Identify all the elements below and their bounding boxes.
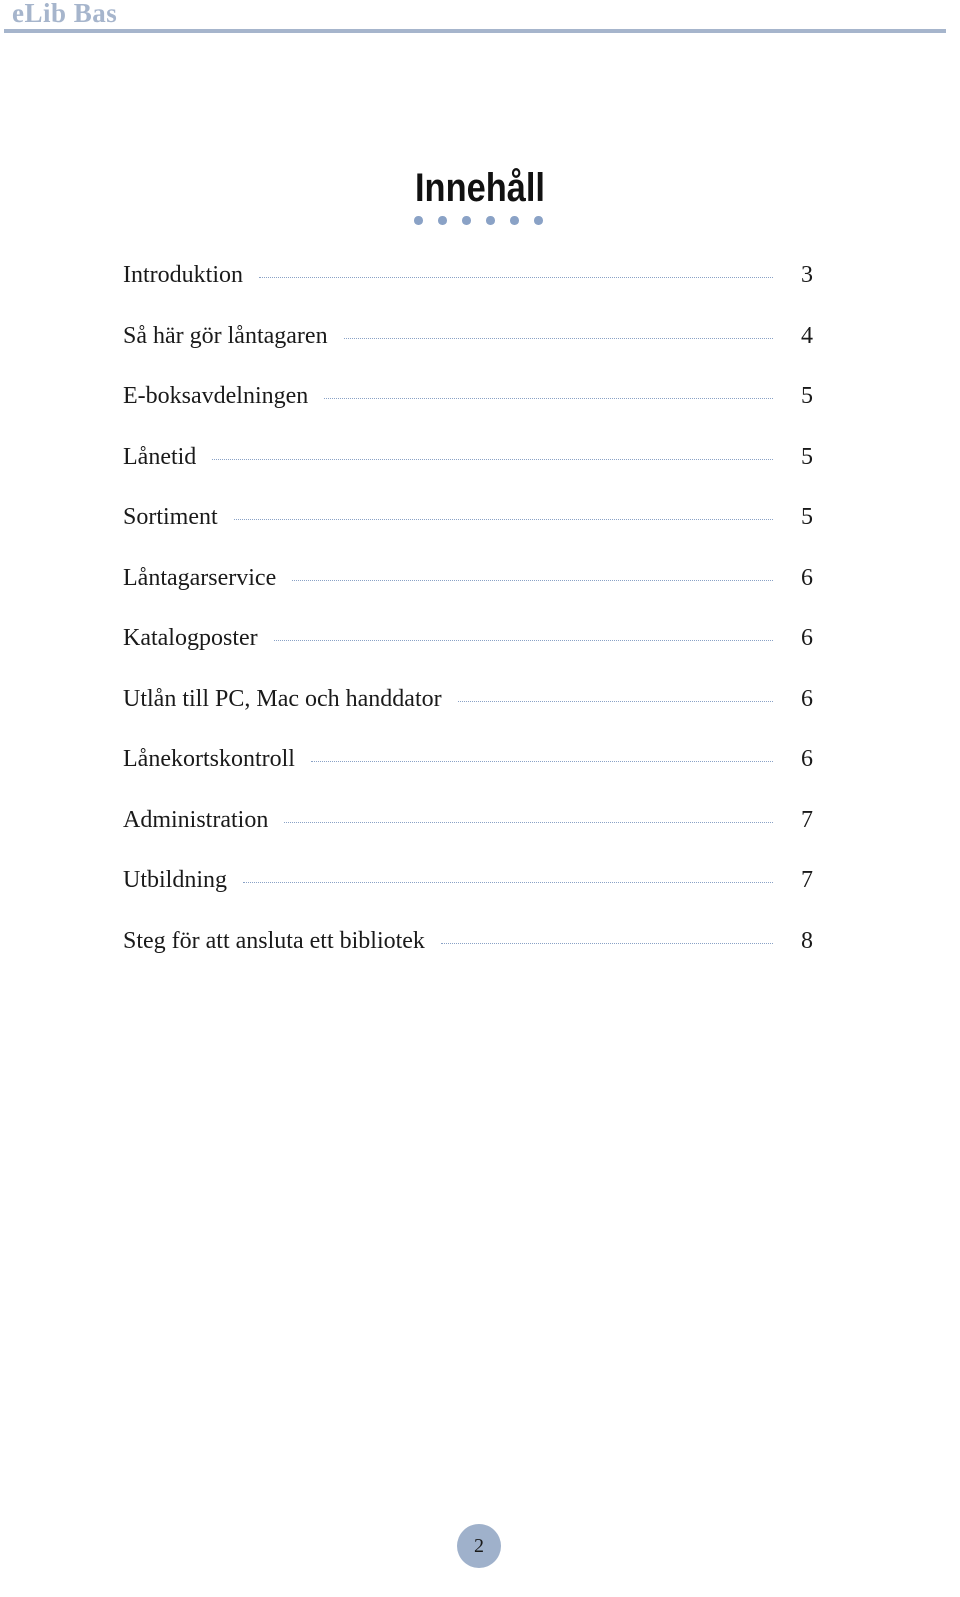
toc-entry-page: 4 bbox=[801, 322, 813, 349]
toc-entry-label: E-boksavdelningen bbox=[123, 383, 309, 409]
toc-entry-lanetid[interactable] bbox=[123, 444, 813, 505]
ornament-dot bbox=[510, 216, 519, 225]
toc-entry-utbildning[interactable] bbox=[123, 867, 813, 928]
toc-entry-page: 8 bbox=[801, 927, 813, 954]
toc-entry-page: 3 bbox=[801, 262, 813, 288]
toc-entry-label: Steg för att ansluta ett bibliotek bbox=[123, 927, 425, 954]
ornament-dot bbox=[462, 216, 471, 225]
toc-leader-dots bbox=[324, 398, 773, 399]
toc-entry-label: Introduktion bbox=[123, 262, 243, 288]
toc-entry-lantagarservice[interactable] bbox=[123, 565, 813, 626]
toc-entry-page: 5 bbox=[801, 504, 813, 530]
toc-entry-katalogposter[interactable] bbox=[123, 625, 813, 686]
ornament-dot bbox=[486, 216, 495, 225]
toc-leader-dots bbox=[243, 882, 773, 883]
toc-leader-dots bbox=[458, 701, 773, 702]
toc-entry-sortiment[interactable] bbox=[123, 504, 813, 565]
toc-entry-label: Så här gör låntagaren bbox=[123, 322, 328, 349]
toc-leader-dots bbox=[259, 277, 773, 278]
toc-leader-dots bbox=[212, 459, 773, 460]
toc-leader-dots bbox=[292, 580, 773, 581]
table-of-contents bbox=[123, 262, 813, 988]
ornament-dot bbox=[414, 216, 423, 225]
toc-entry-page: 6 bbox=[801, 685, 813, 712]
toc-leader-dots bbox=[234, 519, 773, 520]
toc-entry-introduktion[interactable] bbox=[123, 262, 813, 323]
ornament-dot bbox=[438, 216, 447, 225]
toc-entry-page: 6 bbox=[801, 564, 813, 591]
toc-entry-steg-for-att-ansluta[interactable] bbox=[123, 928, 813, 989]
toc-entry-page: 6 bbox=[801, 746, 813, 772]
toc-entry-label: Sortiment bbox=[123, 504, 218, 530]
toc-entry-page: 5 bbox=[801, 383, 813, 409]
toc-entry-label: Lånetid bbox=[123, 443, 197, 470]
header-rule bbox=[4, 29, 946, 33]
toc-entry-page: 6 bbox=[801, 625, 813, 651]
toc-leader-dots bbox=[311, 761, 773, 762]
toc-entry-administration[interactable] bbox=[123, 807, 813, 868]
toc-entry-label: Katalogposter bbox=[123, 625, 258, 651]
toc-entry-sa-har-gor-lantagaren[interactable] bbox=[123, 323, 813, 384]
page-number-badge: 2 bbox=[457, 1524, 501, 1568]
toc-leader-dots bbox=[344, 338, 773, 339]
toc-entry-label: Utlån till PC, Mac och handdator bbox=[123, 685, 442, 712]
toc-leader-dots bbox=[441, 943, 773, 944]
toc-entry-e-boksavdelningen[interactable] bbox=[123, 383, 813, 444]
toc-entry-label: Utbildning bbox=[123, 867, 228, 893]
toc-entry-page: 7 bbox=[801, 867, 813, 893]
toc-leader-dots bbox=[274, 640, 773, 641]
toc-entry-page: 5 bbox=[801, 443, 813, 470]
document-header-title: eLib Bas bbox=[12, 0, 118, 28]
toc-entry-utlan-till-pc[interactable] bbox=[123, 686, 813, 747]
title-dot-ornament bbox=[414, 216, 543, 225]
ornament-dot bbox=[534, 216, 543, 225]
toc-entry-label: Låntagarservice bbox=[123, 564, 277, 591]
toc-title: Innehåll bbox=[415, 166, 545, 210]
toc-entry-lanekortskontroll[interactable] bbox=[123, 746, 813, 807]
toc-entry-label: Lånekortskontroll bbox=[123, 746, 295, 772]
toc-entry-page: 7 bbox=[801, 806, 813, 833]
toc-leader-dots bbox=[284, 822, 773, 823]
toc-entry-label: Administration bbox=[123, 806, 269, 833]
